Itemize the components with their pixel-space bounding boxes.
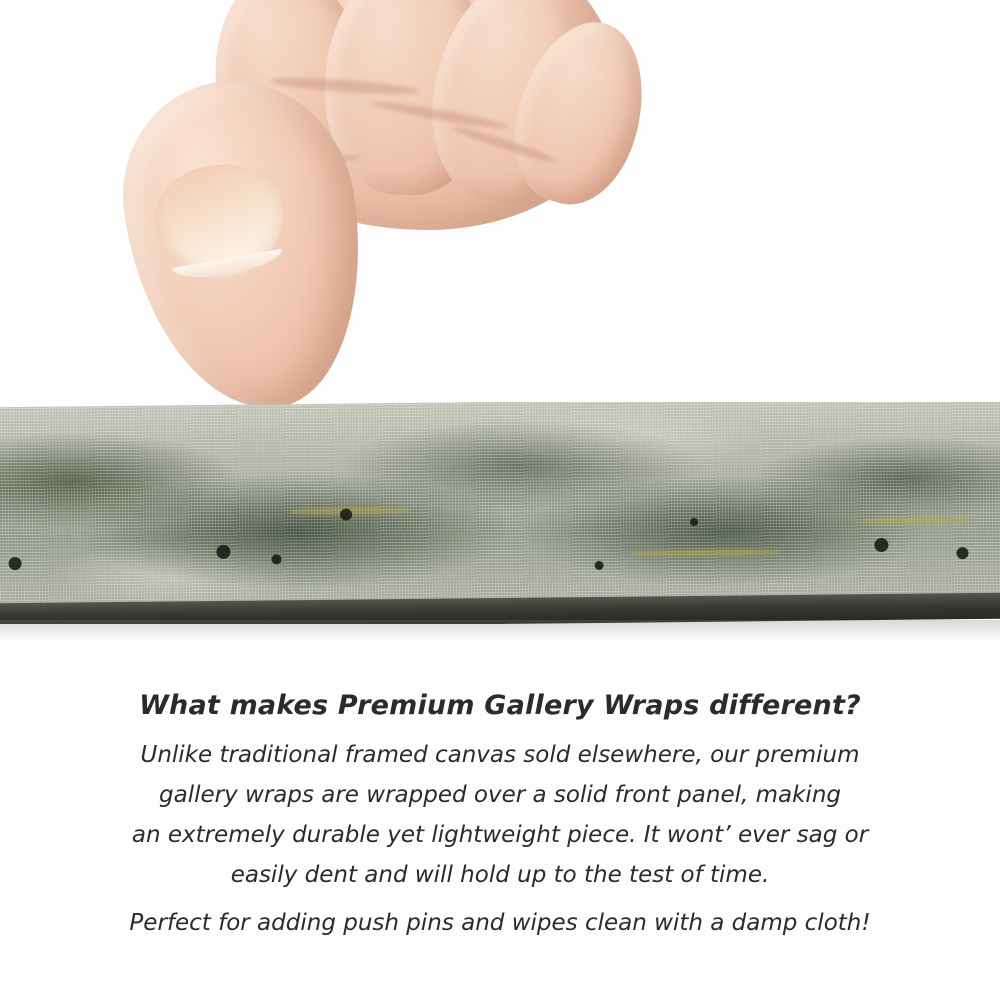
caption-block	[0, 690, 1000, 943]
caption-headline: What makes Premium Gallery Wraps different?	[139, 690, 861, 721]
canvas-drop-shadow	[0, 620, 1000, 642]
caption-line: easily dent and will hold up to the test of time.	[230, 862, 770, 888]
canvas-weave-texture	[0, 402, 1000, 619]
canvas-speck	[690, 518, 698, 526]
caption-line: gallery wraps are wrapped over a solid front panel, making	[159, 782, 841, 808]
canvas-speck	[595, 561, 604, 570]
canvas-speck	[271, 554, 281, 564]
canvas-speck	[340, 509, 352, 521]
canvas-speck	[956, 547, 968, 559]
hand-illustration	[120, 0, 580, 430]
caption-line: Unlike traditional framed canvas sold elsewhere, our premium	[140, 742, 860, 768]
caption-line: an extremely durable yet lightweight piece. It wont’ ever sag or	[131, 822, 869, 848]
canvas-speck	[874, 538, 888, 552]
canvas-edge-slab	[0, 402, 1000, 624]
canvas-printed-surface	[0, 402, 1000, 619]
canvas-speck	[8, 557, 21, 570]
canvas-speck	[216, 545, 230, 559]
caption-closing-line: Perfect for adding push pins and wipes clean with a damp cloth!	[129, 910, 871, 936]
